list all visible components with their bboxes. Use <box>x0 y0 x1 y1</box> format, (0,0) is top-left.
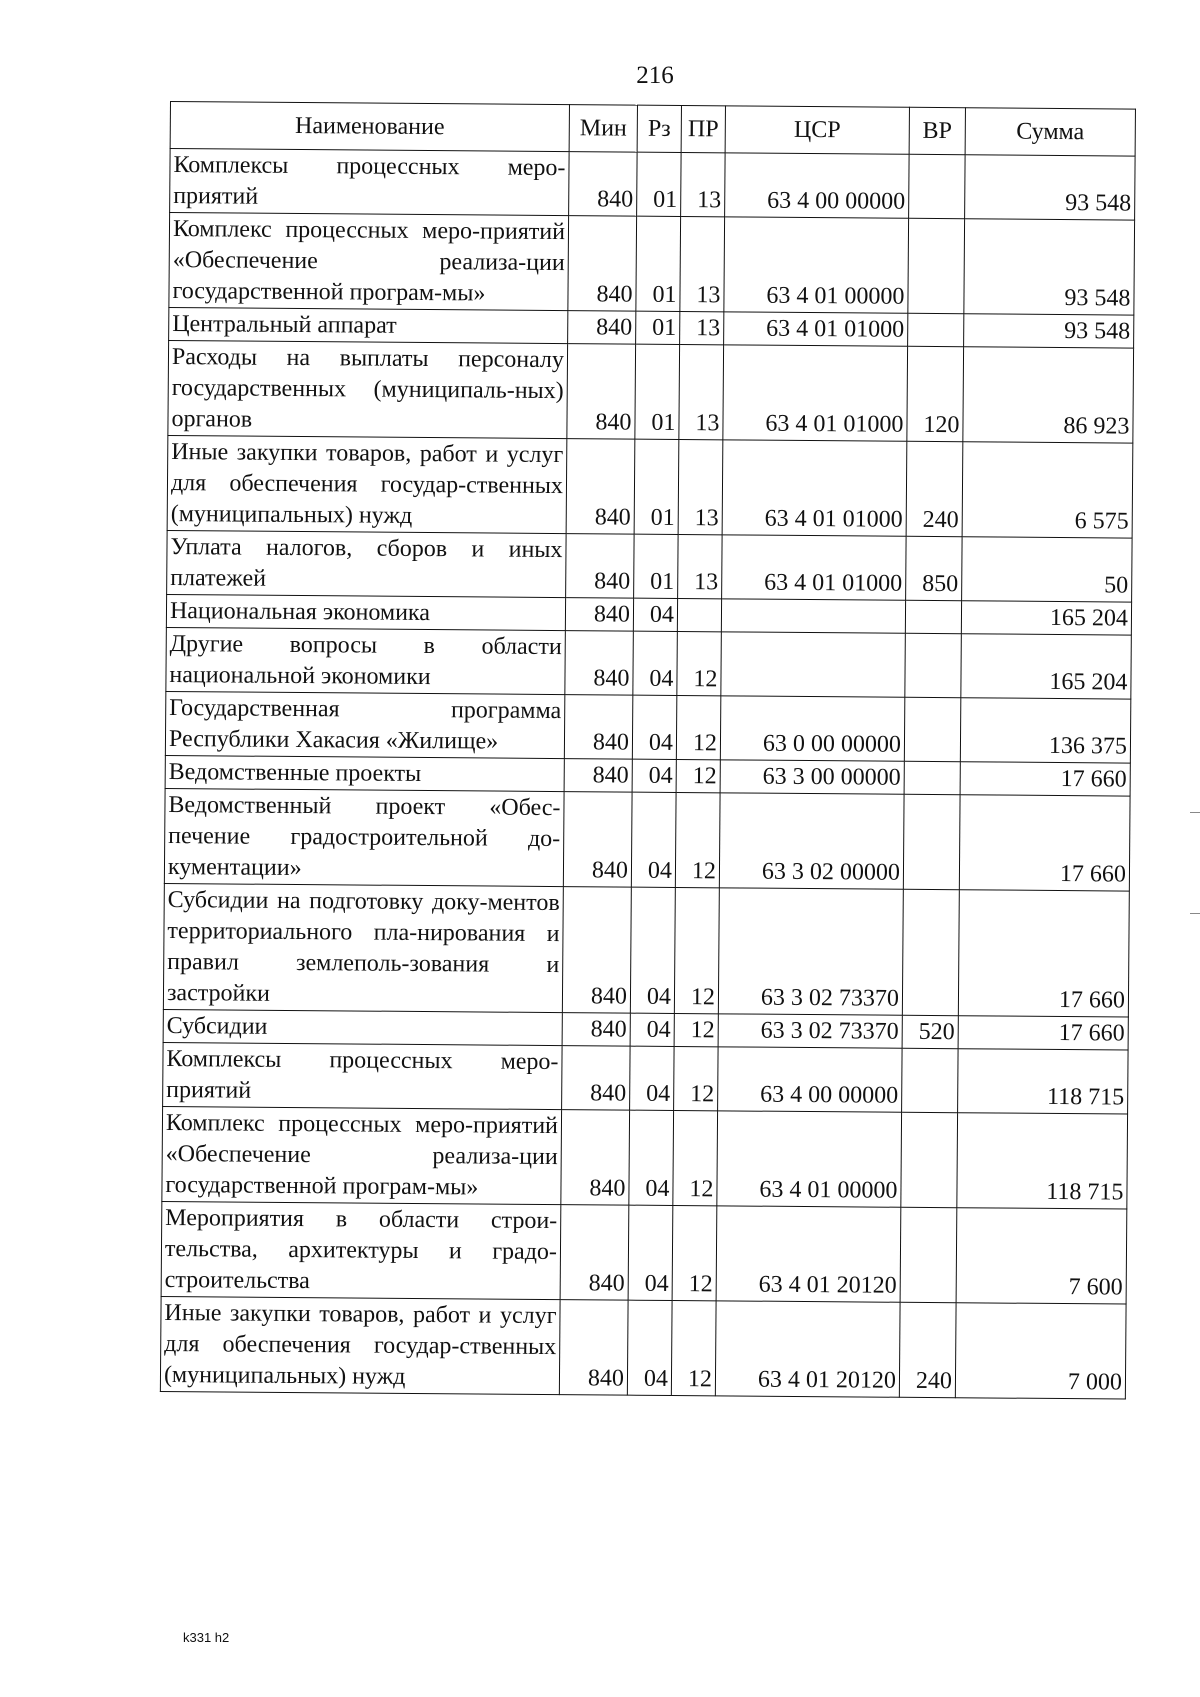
row-rz-cell: 04 <box>630 887 675 1013</box>
row-sum-cell: 50 <box>962 537 1132 602</box>
row-csr-cell: 63 4 01 00000 <box>724 217 909 313</box>
row-sum-cell: 17 660 <box>958 1016 1128 1050</box>
row-sum-cell: 118 715 <box>958 1049 1128 1114</box>
row-name-cell: Мероприятия в области строи-тельства, архитектуры и градо-строительства <box>161 1201 561 1299</box>
table-row <box>169 213 1135 316</box>
row-csr-cell <box>721 632 905 697</box>
row-min-cell: 840 <box>569 152 638 217</box>
row-csr-cell: 63 4 00 00000 <box>718 1047 902 1112</box>
row-pr-cell: 12 <box>676 695 721 759</box>
row-pr-cell: 12 <box>674 1013 718 1046</box>
header-sum: Сумма <box>965 108 1135 156</box>
row-sum-cell: 93 548 <box>965 155 1135 220</box>
header-min: Мин <box>569 105 637 153</box>
row-name-cell: Ведомственные проекты <box>165 755 564 791</box>
row-csr-cell: 63 4 00 00000 <box>725 153 909 218</box>
table-header-row <box>170 102 1135 157</box>
row-vr-cell: 850 <box>906 536 963 600</box>
row-pr-cell: 13 <box>678 440 723 535</box>
row-name-cell: Иные закупки товаров, работ и услуг для обеспечения государ-ственных (муниципальных) нужд <box>167 435 567 533</box>
row-min-cell: 840 <box>559 1300 628 1396</box>
table-row <box>165 691 1130 763</box>
header-rz: Рз <box>637 105 681 152</box>
row-pr-cell <box>677 599 721 632</box>
table-row <box>170 149 1135 221</box>
table-row <box>164 788 1130 891</box>
row-vr-cell: 240 <box>899 1302 956 1397</box>
row-pr-cell: 12 <box>674 1046 719 1110</box>
row-vr-cell <box>902 1048 959 1112</box>
row-min-cell: 840 <box>562 1013 630 1047</box>
table-row <box>160 1296 1126 1399</box>
row-vr-cell <box>903 794 960 889</box>
row-pr-cell: 13 <box>679 345 724 440</box>
table-row <box>163 1042 1128 1114</box>
row-csr-cell: 63 4 01 01000 <box>722 440 907 536</box>
header-name: Наименование <box>170 102 569 152</box>
row-min-cell: 840 <box>566 534 635 599</box>
row-csr-cell: 63 4 01 01000 <box>723 345 908 441</box>
row-sum-cell: 93 548 <box>964 314 1134 348</box>
row-vr-cell <box>908 313 964 346</box>
row-rz-cell: 04 <box>633 598 677 631</box>
row-rz-cell: 01 <box>634 439 679 534</box>
row-sum-cell: 17 660 <box>958 890 1129 1017</box>
table-row <box>166 627 1131 699</box>
row-pr-cell: 12 <box>672 1205 717 1300</box>
row-sum-cell: 93 548 <box>964 219 1135 315</box>
row-vr-cell <box>908 218 965 313</box>
row-vr-cell <box>904 697 961 761</box>
row-rz-cell: 04 <box>632 695 677 759</box>
row-pr-cell: 12 <box>677 632 722 696</box>
budget-table <box>160 101 1136 1400</box>
row-min-cell: 840 <box>564 759 632 793</box>
row-csr-cell: 63 3 02 73370 <box>718 888 903 1015</box>
row-vr-cell <box>909 154 966 218</box>
header-pr: ПР <box>681 106 725 153</box>
row-sum-cell: 7 600 <box>956 1208 1127 1304</box>
scan-edge-mark <box>1190 812 1200 813</box>
table-row <box>161 1201 1127 1304</box>
row-sum-cell: 6 575 <box>962 442 1133 538</box>
table-row <box>163 883 1129 1017</box>
row-sum-cell: 86 923 <box>963 347 1134 443</box>
header-csr: ЦСР <box>725 106 909 154</box>
row-rz-cell: 04 <box>633 631 678 695</box>
row-min-cell: 840 <box>561 1110 630 1206</box>
row-rz-cell: 04 <box>630 1046 675 1110</box>
table-row <box>167 530 1132 602</box>
row-csr-cell: 63 4 01 20120 <box>716 1206 901 1302</box>
row-name-cell: Расходы на выплаты персоналу государственных (муниципаль-ных) органов <box>168 340 568 438</box>
row-sum-cell: 17 660 <box>959 795 1130 891</box>
table-row <box>162 1106 1128 1209</box>
row-name-cell: Национальная экономика <box>166 594 565 630</box>
row-name-cell: Ведомственный проект «Обес-печение градостроительной до-кументации» <box>164 788 564 886</box>
row-name-cell: Комплекс процессных меро-приятий «Обеспечение реализа-ции государственной програм-мы» <box>169 213 569 311</box>
row-csr-cell: 63 4 01 01000 <box>724 312 908 346</box>
row-rz-cell: 01 <box>635 344 680 439</box>
row-vr-cell: 240 <box>906 441 963 536</box>
row-name-cell: Другие вопросы в области национальной экономики <box>166 627 565 694</box>
row-rz-cell: 01 <box>636 311 680 344</box>
row-pr-cell: 13 <box>680 217 725 312</box>
row-vr-cell <box>905 600 961 633</box>
row-min-cell: 840 <box>566 439 635 535</box>
scan-edge-mark <box>1190 913 1200 914</box>
table-body <box>160 149 1135 1400</box>
row-min-cell: 840 <box>565 598 633 632</box>
row-min-cell: 840 <box>562 1046 631 1111</box>
row-min-cell: 840 <box>565 631 634 696</box>
row-min-cell: 840 <box>560 1205 629 1301</box>
row-csr-cell: 63 0 00 00000 <box>720 696 904 761</box>
table-row <box>167 435 1133 538</box>
row-pr-cell: 12 <box>674 887 719 1013</box>
row-min-cell: 840 <box>563 792 632 888</box>
row-csr-cell: 63 3 02 00000 <box>719 793 904 889</box>
page-number: 216 <box>636 62 674 89</box>
row-name-cell: Уплата налогов, сборов и иных платежей <box>167 530 566 597</box>
row-name-cell: Субсидии <box>163 1009 562 1045</box>
row-name-cell: Комплексы процессных меро-приятий <box>163 1042 562 1109</box>
row-vr-cell <box>901 1112 958 1207</box>
row-name-cell: Комплексы процессных меро-приятий <box>170 149 569 216</box>
row-rz-cell: 01 <box>634 534 679 598</box>
row-vr-cell <box>902 889 959 1015</box>
row-name-cell: Центральный аппарат <box>169 307 568 343</box>
row-rz-cell: 04 <box>632 759 676 792</box>
row-min-cell: 840 <box>568 311 636 345</box>
footer-code: k331 h2 <box>183 1630 230 1645</box>
row-min-cell: 840 <box>564 695 633 760</box>
row-rz-cell: 04 <box>630 1013 674 1046</box>
row-pr-cell: 13 <box>680 312 724 345</box>
row-pr-cell: 13 <box>681 153 726 217</box>
row-name-cell: Государственная программа Республики Хакасия «Жилище» <box>165 691 564 758</box>
row-rz-cell: 01 <box>636 216 681 311</box>
row-csr-cell: 63 4 01 00000 <box>717 1111 902 1207</box>
row-vr-cell <box>900 1207 957 1302</box>
row-pr-cell: 12 <box>671 1300 716 1395</box>
row-min-cell: 840 <box>567 344 636 440</box>
row-rz-cell: 01 <box>637 152 682 216</box>
row-rz-cell: 04 <box>627 1300 672 1395</box>
row-sum-cell: 7 000 <box>955 1303 1126 1399</box>
row-csr-cell <box>721 599 905 633</box>
row-pr-cell: 12 <box>673 1110 718 1205</box>
row-sum-cell: 17 660 <box>960 762 1130 796</box>
row-vr-cell <box>904 761 960 794</box>
row-csr-cell: 63 4 01 20120 <box>715 1301 900 1397</box>
row-rz-cell: 04 <box>628 1205 673 1300</box>
row-vr-cell: 120 <box>907 346 964 441</box>
header-vr: ВР <box>909 107 965 154</box>
row-rz-cell: 04 <box>631 792 676 887</box>
row-vr-cell: 520 <box>902 1015 958 1048</box>
row-rz-cell: 04 <box>629 1110 674 1205</box>
row-min-cell: 840 <box>568 216 637 312</box>
row-name-cell: Иные закупки товаров, работ и услуг для обеспечения государ-ственных (муниципальных) нужд <box>160 1296 560 1394</box>
row-pr-cell: 12 <box>675 792 720 887</box>
row-csr-cell: 63 4 01 01000 <box>722 535 906 600</box>
row-sum-cell: 165 204 <box>961 634 1131 699</box>
row-pr-cell: 12 <box>676 759 720 792</box>
row-name-cell: Субсидии на подготовку доку-ментов территориального пла-нирования и правил землеполь-зования и застройки <box>163 883 563 1012</box>
row-sum-cell: 165 204 <box>961 601 1131 635</box>
row-sum-cell: 136 375 <box>960 698 1130 763</box>
row-name-cell: Комплекс процессных меро-приятий «Обеспечение реализа-ции государственной програм-мы» <box>162 1106 562 1204</box>
table-row <box>168 340 1134 443</box>
row-sum-cell: 118 715 <box>957 1113 1128 1209</box>
row-pr-cell: 13 <box>678 535 723 599</box>
row-vr-cell <box>905 633 962 697</box>
row-min-cell: 840 <box>562 887 631 1014</box>
row-csr-cell: 63 3 00 00000 <box>720 760 904 794</box>
row-csr-cell: 63 3 02 73370 <box>718 1014 902 1048</box>
